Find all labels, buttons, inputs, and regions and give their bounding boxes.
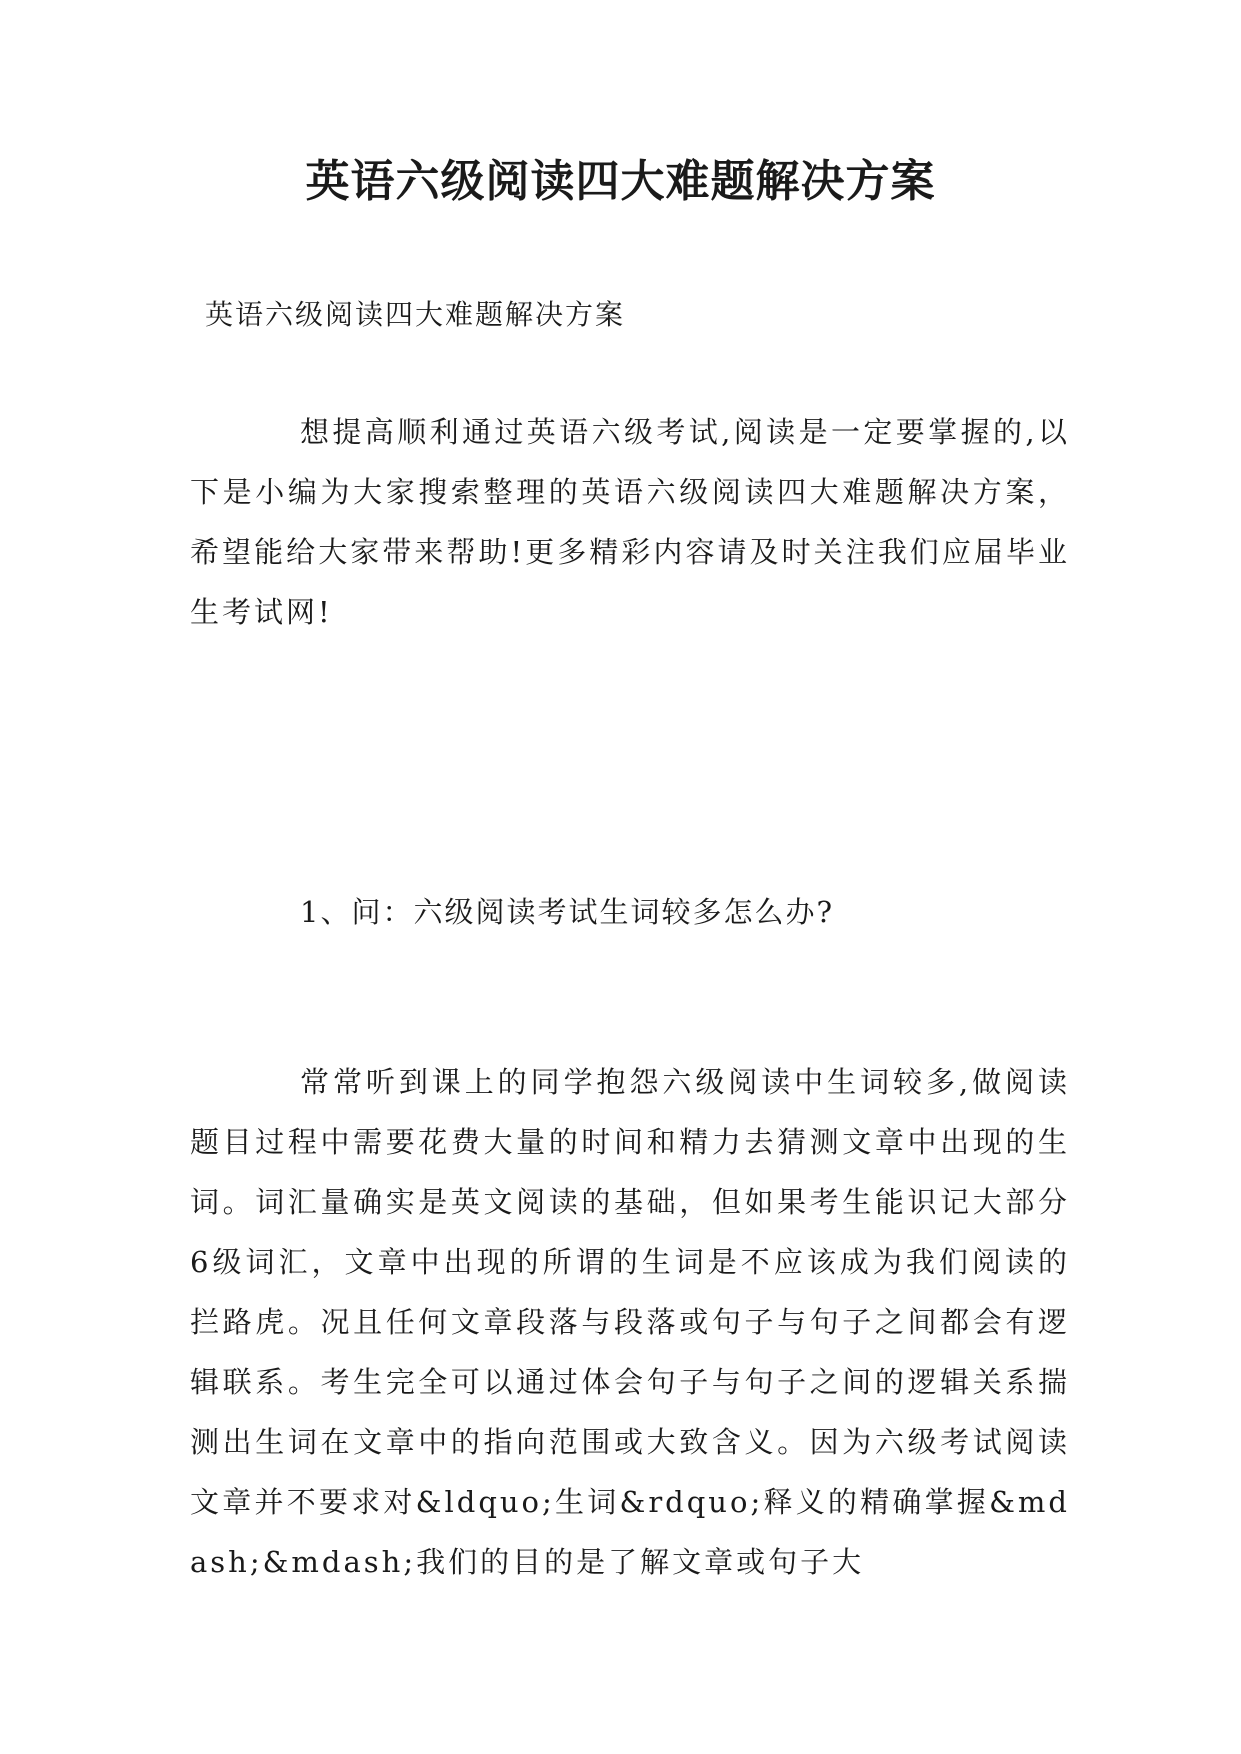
document-title: 英语六级阅读四大难题解决方案 xyxy=(305,156,936,207)
question-heading: 1、问：六级阅读考试生词较多怎么办? xyxy=(300,895,834,929)
intro-paragraph: 想提高顺利通过英语六级考试,阅读是一定要掌握的,以下是小编为大家搜索整理的英语六级阅读四大难题解决方案，希望能给大家带来帮助!更多精彩内容请及时关注我们应届毕业生考试网! xyxy=(190,415,1070,629)
answer-paragraph: 常常听到课上的同学抱怨六级阅读中生词较多,做阅读题目过程中需要花费大量的时间和精力去猜测文章中出现的生词。词汇量确实是英文阅读的基础，但如果考生能识记大部分6级词汇，文章中出现的所谓的生词是不应该成为我们阅读的拦路虎。况且任何文章段落与段落或句子与句子之间都会有逻辑联系。考生完全可以通过体会句子与句子之间的逻辑关系揣测出生词在文章中的指向范围或大致含义。因为六级考试阅读文章并不要求对&ldquo;生词&rdquo;释义的精确掌握&mdash;&mdash;我们的目的是了解文章或句子大 xyxy=(190,1065,1070,1579)
document-subtitle: 英语六级阅读四大难题解决方案 xyxy=(205,298,626,331)
